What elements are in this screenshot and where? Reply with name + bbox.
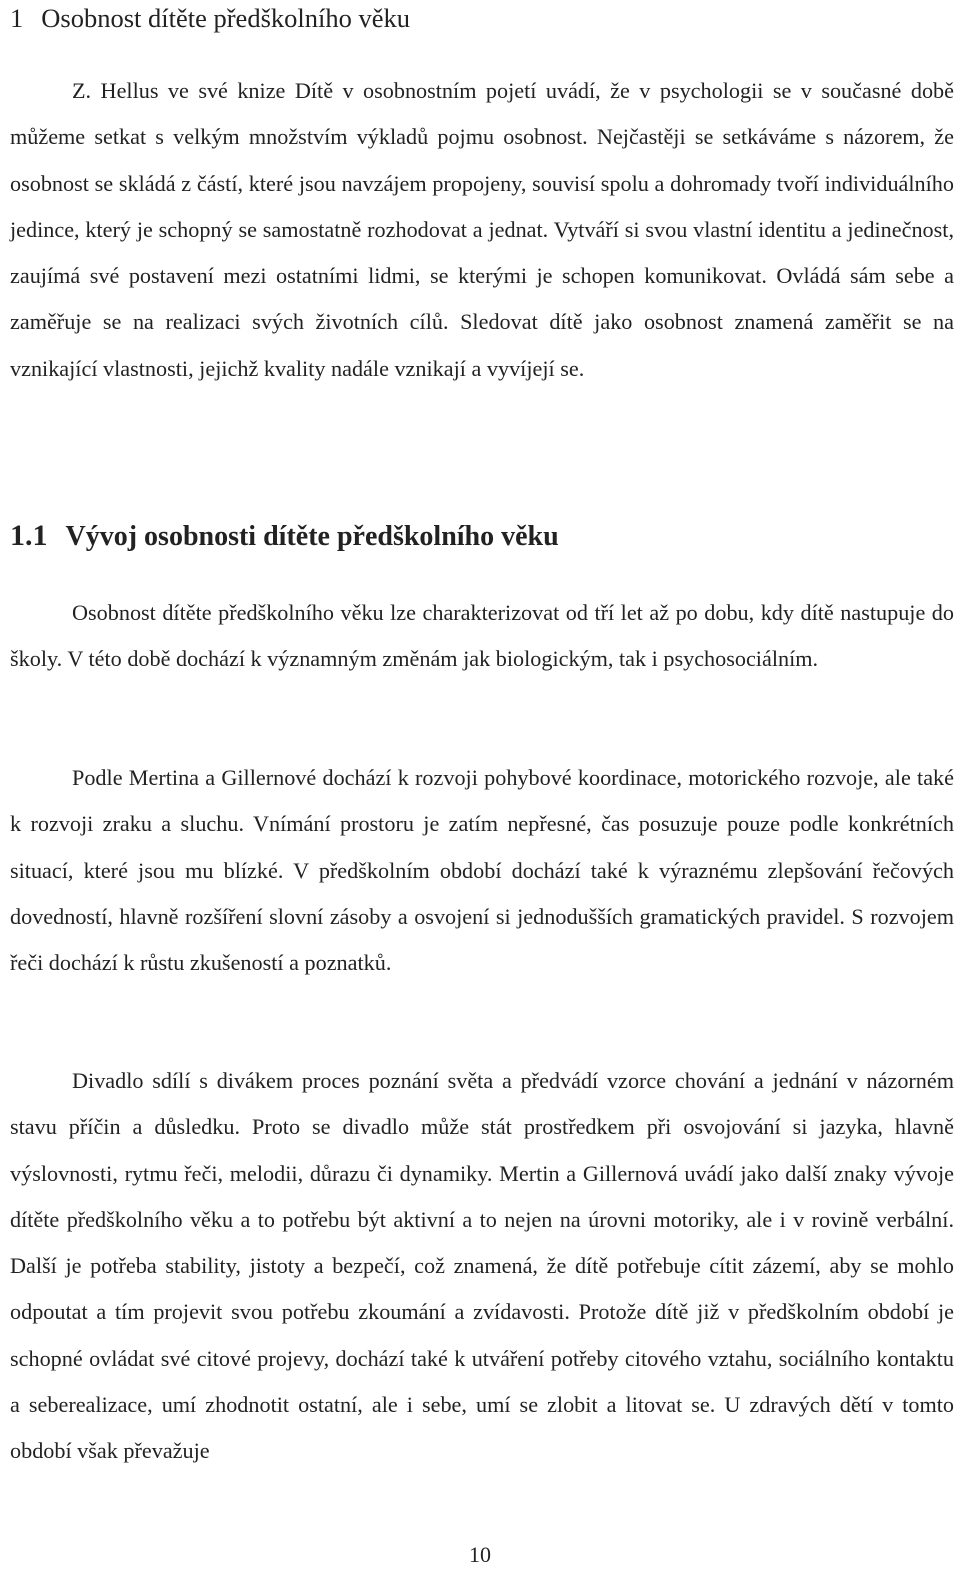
section-number: 1.1 bbox=[10, 519, 48, 552]
chapter-heading bbox=[10, 0, 410, 36]
section-heading bbox=[10, 516, 559, 556]
chapter-title: Osobnost dítěte předškolního věku bbox=[41, 3, 410, 33]
paragraph-theatre: Divadlo sdílí s divákem proces poznání světa a předvádí vzorce chování a jednání v názorném stavu příčin a důsledku. Proto se divadlo může stát prostředkem při osvojování si jazyka, hlavně výslovnosti, rytmu řeči, melodii, důrazu či dynamiky. Mertin a Gillernová uvádí jako další znaky vývoje dítěte předškolního věku a to potřebu být aktivní a to nejen na úrovni motoriky, ale i v rovině verbální. Další je potřeba stability, jistoty a bezpečí, což znamená, že dítě potřebuje cítit zázemí, aby se mohlo odpoutat a tím projevit svou potřebu zkoumání a zvídavosti. Protože dítě již v předškolním období je schopné ovládat své citové projevy, dochází také k utváření potřeby citového vztahu, sociálního kontaktu a seberealizace, umí zhodnotit ostatní, ale i sebe, umí se zlobit a litovat se. U zdravých dětí v tomto období však převažuje bbox=[10, 1068, 954, 1464]
paragraph-preschool-age: Osobnost dítěte předškolního věku lze charakterizovat od tří let až po dobu, kdy dítě nastupuje do školy. V této době dochází k významným změnám jak biologickým, tak i psychosociálním. bbox=[10, 600, 954, 672]
paragraph-development: Podle Mertina a Gillernové dochází k rozvoji pohybové koordinace, motorického rozvoje, ale také k rozvoji zraku a sluchu. Vnímání prostoru je zatím nepřesné, čas posuzuje pouze podle konkrétních situací, které jsou mu blízké. V předškolním období dochází také k výraznému zlepšování řečových dovedností, hlavně rozšíření slovní zásoby a osvojení si jednodušších gramatických pravidel. S rozvojem řeči dochází k růstu zkušeností a poznatků. bbox=[10, 765, 954, 976]
page-number: 10 bbox=[469, 1542, 491, 1567]
paragraph-personality-definition: Z. Hellus ve své knize Dítě v osobnostním pojetí uvádí, že v psychologii se v současné době můžeme setkat s velkým množstvím výkladů pojmu osobnost. Nejčastěji se setkáváme s názorem, že osobnost se skládá z částí, které jsou navzájem propojeny, souvisí spolu a dohromady tvoří individuálního jedince, který je schopný se samostatně rozhodovat a jednat. Vytváří si svou vlastní identitu a jedinečnost, zaujímá své postavení mezi ostatními lidmi, se kterými je schopen komunikovat. Ovládá sám sebe a zaměřuje se na realizaci svých životních cílů. Sledovat dítě jako osobnost znamená zaměřit se na vznikající vlastnosti, jejichž kvality nadále vznikají a vyvíjejí se. bbox=[10, 78, 954, 381]
section-title: Vývoj osobnosti dítěte předškolního věku bbox=[65, 521, 559, 552]
chapter-number: 1 bbox=[10, 3, 24, 33]
